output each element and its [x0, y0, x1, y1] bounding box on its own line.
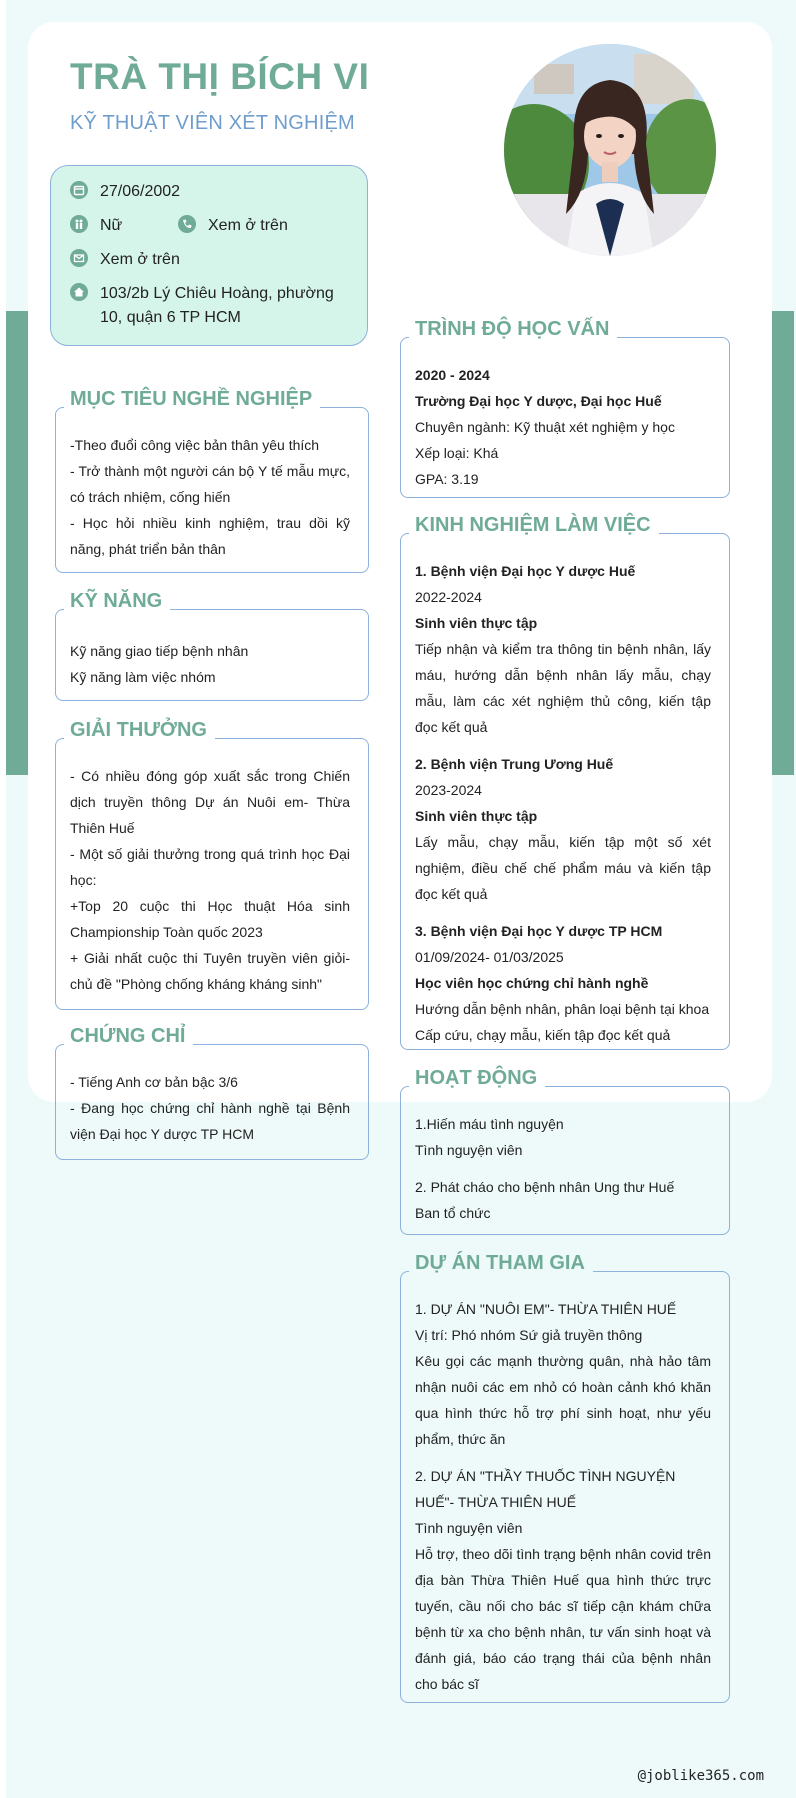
activity-role: Tình nguyện viên [415, 1142, 523, 1158]
skill-item: Kỹ năng làm việc nhóm [70, 669, 216, 685]
awards-section [55, 719, 369, 1010]
phone-icon [178, 215, 196, 233]
gender-row [70, 214, 122, 238]
award-line: - Có nhiều đóng góp xuất sắc trong Chiến dịch truyền thông Dự án Nuôi em- Thừa Thiên Huế [70, 768, 350, 836]
activities-body [415, 1111, 711, 1226]
experience-company: 2. Bệnh viện Trung Ương Huế [415, 756, 614, 772]
certificate-line: - Tiếng Anh cơ bản bậc 3/6 [70, 1074, 238, 1090]
email-row [70, 248, 180, 272]
objective-section [55, 388, 369, 573]
education-section [400, 318, 730, 498]
skills-title: KỸ NĂNG [64, 590, 170, 613]
experience-item [415, 558, 711, 740]
gender-value: Nữ [100, 217, 123, 234]
education-rank: Xếp loại: Khá [415, 445, 499, 461]
certificates-title: CHỨNG CHỈ [64, 1025, 193, 1048]
objective-line: - Học hỏi nhiều kinh nghiệm, trau dồi kỹ năng, phát triển bản thân [70, 515, 350, 557]
awards-title: GIẢI THƯỞNG [64, 719, 215, 742]
avatar [504, 44, 716, 256]
address-line-1: 103/2b Lý Chiêu Hoàng, phường [100, 285, 334, 302]
projects-body [415, 1296, 711, 1697]
objective-line: - Trở thành một người cán bộ Y tế mẫu mực, có trách nhiệm, cống hiến [70, 463, 350, 505]
objective-line: -Theo đuổi công việc bản thân yêu thích [70, 437, 320, 453]
projects-section [400, 1252, 730, 1703]
activity-name: 1.Hiến máu tình nguyện [415, 1116, 564, 1132]
project-desc: Hỗ trợ, theo dõi tình trạng bệnh nhân covid trên địa bàn Thừa Thiên Huế qua hình thức trực tuyến, cầu nối cho bác sĩ tiếp cận khám chữa bệnh từ xa cho bệnh nhân, tư vấn sinh hoạt và đánh giá, báo cáo trạng thái của bệnh nhân cho bác sĩ [415, 1546, 711, 1692]
experience-desc: Tiếp nhận và kiểm tra thông tin bệnh nhân, lấy máu, hướng dẫn bệnh nhân lấy mẫu, chạy mẫu, làm các xét nghiệm thủ công, kiến tập đọc kết quả [415, 641, 711, 735]
project-name: 1. DỰ ÁN "NUÔI EM"- THỪA THIÊN HUẾ [415, 1301, 677, 1317]
project-desc: Kêu gọi các mạnh thường quân, nhà hảo tâm nhận nuôi các em nhỏ có hoàn cảnh khó khăn qua hình thức hỗ trợ phí sinh hoạt, như yếu phẩm, thức ăn [415, 1353, 711, 1447]
candidate-job-title: KỸ THUẬT VIÊN XÉT NGHIỆM [70, 112, 355, 134]
experience-role: Sinh viên thực tập [415, 615, 538, 631]
experience-desc: Lấy mẫu, chạy mẫu, kiến tập một số xét nghiệm, điều chế chế phẩm máu và kiến tập đọc kết quả [415, 834, 711, 902]
education-major: Chuyên ngành: Kỹ thuật xét nghiệm y học [415, 419, 675, 435]
birthday-value: 27/06/2002 [100, 183, 181, 200]
address-row [70, 282, 334, 330]
awards-body [70, 763, 350, 997]
address-value [100, 282, 334, 330]
watermark: @joblike365.com [637, 1768, 764, 1784]
home-icon [70, 283, 88, 301]
project-role: Vị trí: Phó nhóm Sứ giả truyền thông [415, 1327, 643, 1343]
activity-name: 2. Phát cháo cho bệnh nhân Ung thư Huế [415, 1179, 675, 1195]
experience-item [415, 918, 711, 1048]
activities-title: HOẠT ĐỘNG [409, 1067, 545, 1090]
certificates-body [70, 1069, 350, 1147]
experience-body [415, 558, 711, 1048]
experience-period: 01/09/2024- 01/03/2025 [415, 949, 564, 965]
address-line-2: 10, quận 6 TP HCM [100, 309, 241, 326]
experience-period: 2023-2024 [415, 782, 482, 798]
project-name: 2. DỰ ÁN "THẦY THUỐC TÌNH NGUYỆN HUẾ"- THỪA THIÊN HUẾ [415, 1468, 676, 1510]
skills-body [70, 638, 350, 690]
experience-period: 2022-2024 [415, 589, 482, 605]
certificates-section [55, 1025, 369, 1160]
education-school: Trường Đại học Y dược, Đại học Huế [415, 393, 662, 409]
award-line: +Top 20 cuộc thi Học thuật Hóa sinh Championship Toàn quốc 2023 [70, 898, 350, 940]
birthday-row [70, 180, 180, 204]
experience-item [415, 751, 711, 907]
phone-row [178, 214, 288, 238]
candidate-name: TRÀ THỊ BÍCH VI [70, 56, 370, 97]
experience-company: 3. Bệnh viện Đại học Y dược TP HCM [415, 923, 663, 939]
certificate-line: - Đang học chứng chỉ hành nghề tại Bệnh viện Đại học Y dược TP HCM [70, 1100, 350, 1142]
right-accent-bar [772, 311, 794, 775]
experience-company: 1. Bệnh viện Đại học Y dược Huế [415, 563, 636, 579]
experience-role: Sinh viên thực tập [415, 808, 538, 824]
calendar-icon [70, 181, 88, 199]
phone-value: Xem ở trên [208, 217, 288, 234]
activities-section [400, 1067, 730, 1235]
education-period: 2020 - 2024 [415, 367, 490, 383]
education-gpa: GPA: 3.19 [415, 471, 479, 487]
email-value: Xem ở trên [100, 251, 180, 268]
objective-title: MỤC TIÊU NGHỀ NGHIỆP [64, 388, 320, 411]
project-role: Tình nguyện viên [415, 1520, 523, 1536]
activity-role: Ban tổ chức [415, 1205, 491, 1221]
education-title: TRÌNH ĐỘ HỌC VẤN [409, 318, 617, 341]
award-line: + Giải nhất cuộc thi Tuyên truyền viên giỏi- chủ đề "Phòng chống kháng kháng sinh" [70, 950, 350, 992]
projects-title: DỰ ÁN THAM GIA [409, 1252, 593, 1275]
gender-icon [70, 215, 88, 233]
left-accent-bar [6, 311, 28, 775]
skill-item: Kỹ năng giao tiếp bệnh nhân [70, 643, 249, 659]
experience-desc: Hướng dẫn bệnh nhân, phân loại bệnh tại khoa Cấp cứu, chạy mẫu, kiến tập đọc kết quả [415, 1001, 710, 1043]
experience-section [400, 514, 730, 1050]
award-line: - Một số giải thưởng trong quá trình học Đại học: [70, 846, 350, 888]
objective-body [70, 432, 350, 562]
experience-title: KINH NGHIỆM LÀM VIỆC [409, 514, 659, 537]
education-body [415, 362, 711, 492]
envelope-icon [70, 249, 88, 267]
skills-section [55, 590, 369, 701]
experience-role: Học viên học chứng chỉ hành nghề [415, 975, 649, 991]
